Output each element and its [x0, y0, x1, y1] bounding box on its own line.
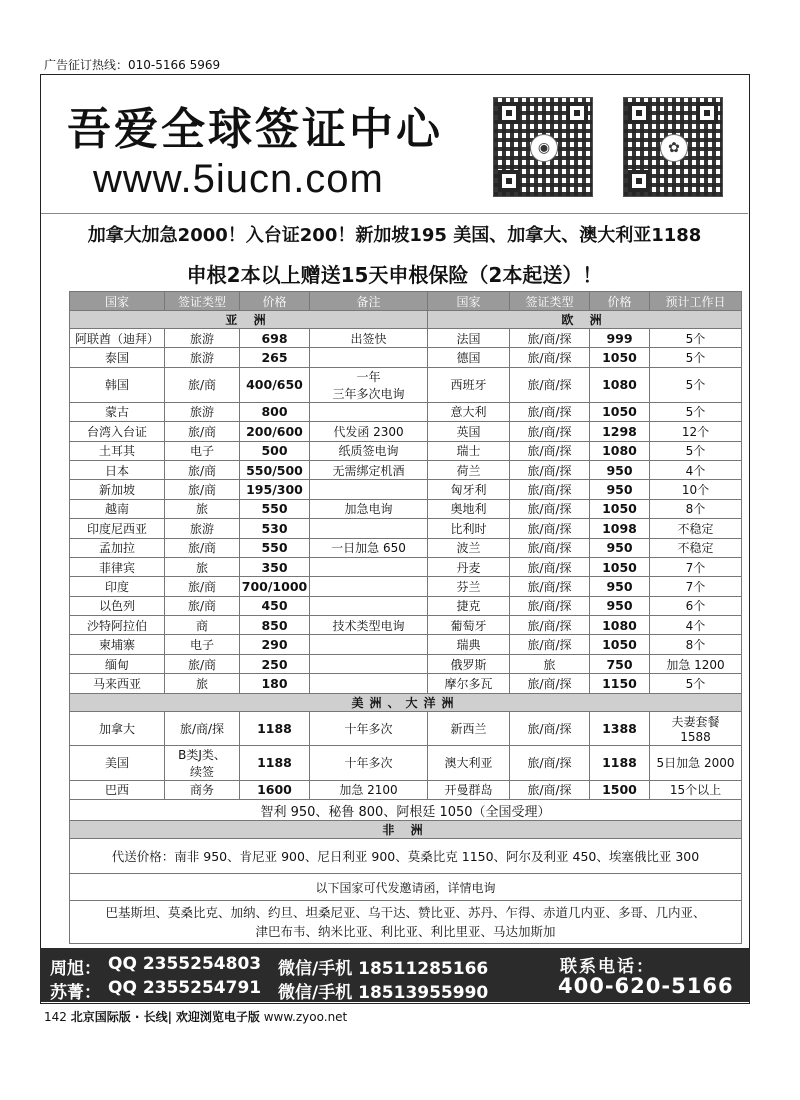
table-cell: 1098 [590, 519, 650, 538]
table-cell: 1080 [590, 441, 650, 460]
table-cell: 旅/商/探 [510, 367, 590, 402]
table-cell [310, 519, 428, 538]
publication-name: 北京国际版 · 长线| [70, 1010, 173, 1024]
table-row [70, 654, 742, 673]
ad-header [41, 75, 748, 215]
table-cell: 亚 洲 [70, 311, 428, 329]
table-cell: 芬兰 [428, 577, 510, 596]
table-cell: 一年 三年多次电询 [310, 367, 428, 402]
table-cell: 西班牙 [428, 367, 510, 402]
table-cell: 丹麦 [428, 557, 510, 576]
table-cell: 旅/商/探 [510, 402, 590, 421]
table-row [70, 557, 742, 576]
table-cell: 奥地利 [428, 499, 510, 518]
table-cell: 550 [240, 499, 310, 518]
table-row [70, 329, 742, 348]
table-cell: 1050 [590, 499, 650, 518]
table-cell: 950 [590, 460, 650, 479]
table-cell: 加急 2100 [310, 780, 428, 799]
table-row [70, 499, 742, 518]
ebook-cta: 欢迎浏览电子版 [175, 1010, 260, 1024]
table-cell: 1388 [590, 711, 650, 745]
table-cell: 350 [240, 557, 310, 576]
table-cell: 旅 [165, 674, 240, 693]
table-cell: 代发函 2300 [310, 422, 428, 441]
table-cell: 999 [590, 329, 650, 348]
table-cell: 巴基斯坦、莫桑比克、加纳、约旦、坦桑尼亚、乌干达、赞比亚、苏丹、乍得、赤道几内亚、多哥、几内亚、 津巴布韦、纳米比亚、利比亚、利比里亚、马达加斯加 [70, 901, 742, 944]
table-cell [310, 596, 428, 615]
table-cell: 韩国 [70, 367, 165, 402]
table-row [70, 519, 742, 538]
table-cell: 旅/商/探 [510, 422, 590, 441]
table-cell: 旅游 [165, 519, 240, 538]
table-cell [310, 557, 428, 576]
table-cell: 700/1000 [240, 577, 310, 596]
table-cell: 1600 [240, 780, 310, 799]
table-cell: 265 [240, 348, 310, 367]
table-cell: 旅游 [165, 348, 240, 367]
table-cell: 菲律宾 [70, 557, 165, 576]
table-cell: 4个 [650, 616, 742, 635]
table-cell: 1500 [590, 780, 650, 799]
table-cell: 750 [590, 654, 650, 673]
table-cell: 旅/商/探 [510, 745, 590, 780]
region-row [70, 311, 742, 329]
table-row [70, 596, 742, 615]
table-cell: 1188 [240, 711, 310, 745]
table-cell: 1188 [590, 745, 650, 780]
table-cell: 新西兰 [428, 711, 510, 745]
table-row [70, 839, 742, 874]
ad-hotline: 广告征订热线：010-5166 5969 [44, 58, 221, 72]
table-cell: 旅/商 [165, 460, 240, 479]
table-row [70, 711, 742, 745]
table-cell: 950 [590, 538, 650, 557]
phone-label: 联系电话： [560, 957, 655, 977]
table-row [70, 480, 742, 499]
column-header: 备注 [310, 292, 428, 311]
table-cell: 电子 [165, 635, 240, 654]
table-cell: 950 [590, 480, 650, 499]
table-cell: 智利 950、秘鲁 800、阿根廷 1050（全国受理） [70, 800, 742, 821]
table-cell: 马来西亚 [70, 674, 165, 693]
table-cell: 旅/商 [165, 654, 240, 673]
table-header-row [70, 292, 742, 311]
table-cell: 旅游 [165, 329, 240, 348]
table-cell: 旅/商 [165, 367, 240, 402]
table-cell: 4个 [650, 460, 742, 479]
table-row [70, 348, 742, 367]
website-url[interactable]: www.5iucn.com [93, 157, 384, 201]
page-number: 142 [44, 1010, 67, 1024]
promo-line-1: 加拿大加急2000！入台证200！新加坡195 美国、加拿大、澳大利亚1188 [87, 225, 702, 246]
table-cell: 180 [240, 674, 310, 693]
table-cell: 商务 [165, 780, 240, 799]
region-row [70, 821, 742, 839]
table-cell: 摩尔多瓦 [428, 674, 510, 693]
table-cell: 10个 [650, 480, 742, 499]
table-cell: 旅/商/探 [165, 711, 240, 745]
table-cell: 旅/商 [165, 596, 240, 615]
table-row [70, 635, 742, 654]
table-cell: 俄罗斯 [428, 654, 510, 673]
table-cell [310, 577, 428, 596]
table-cell: 不稳定 [650, 538, 742, 557]
table-cell: 950 [590, 596, 650, 615]
table-cell: 意大利 [428, 402, 510, 421]
table-cell: 8个 [650, 635, 742, 654]
table-cell: 旅/商/探 [510, 441, 590, 460]
table-cell: 旅/商 [165, 538, 240, 557]
table-cell: 越南 [70, 499, 165, 518]
table-cell: 孟加拉 [70, 538, 165, 557]
table-cell [310, 674, 428, 693]
column-header: 国家 [70, 292, 165, 311]
table-cell: 印度 [70, 577, 165, 596]
table-cell: 旅 [510, 654, 590, 673]
table-cell: 旅游 [165, 402, 240, 421]
table-cell: 旅/商 [165, 577, 240, 596]
table-row [70, 780, 742, 799]
table-cell: 1080 [590, 616, 650, 635]
table-cell: 530 [240, 519, 310, 538]
table-cell: 旅/商/探 [510, 538, 590, 557]
contact-qq: QQ 2355254791 [108, 978, 262, 998]
table-cell: 以下国家可代发邀请函，详情电询 [70, 874, 742, 901]
table-cell: 195/300 [240, 480, 310, 499]
table-cell: 5个 [650, 441, 742, 460]
table-cell: 5个 [650, 367, 742, 402]
table-cell: 旅 [165, 557, 240, 576]
table-cell: 旅/商/探 [510, 674, 590, 693]
table-cell: 450 [240, 596, 310, 615]
table-cell: 8个 [650, 499, 742, 518]
table-cell: 旅/商 [165, 480, 240, 499]
table-cell: B类J类、 续签 [165, 745, 240, 780]
table-row [70, 901, 742, 944]
table-cell: 出签快 [310, 329, 428, 348]
table-cell: 加急电询 [310, 499, 428, 518]
column-header: 预计工作日 [650, 292, 742, 311]
publication-site[interactable]: www.zyoo.net [263, 1010, 348, 1024]
table-row [70, 538, 742, 557]
table-cell: 开曼群岛 [428, 780, 510, 799]
contact-qq: QQ 2355254803 [108, 954, 262, 974]
table-row [70, 441, 742, 460]
promo-line-2: 申根2本以上赠送15天申根保险（2本起送）！ [186, 263, 603, 287]
qr-code-weibo [493, 97, 593, 197]
table-cell: 瑞典 [428, 635, 510, 654]
table-cell: 1050 [590, 402, 650, 421]
table-row [70, 874, 742, 901]
table-cell: 澳大利亚 [428, 745, 510, 780]
table-cell: 1150 [590, 674, 650, 693]
table-cell: 7个 [650, 557, 742, 576]
table-cell: 500 [240, 441, 310, 460]
table-cell [310, 402, 428, 421]
table-cell: 旅/商/探 [510, 460, 590, 479]
table-cell: 阿联酋（迪拜） [70, 329, 165, 348]
table-row [70, 800, 742, 821]
table-row [70, 745, 742, 780]
table-cell: 290 [240, 635, 310, 654]
column-header: 国家 [428, 292, 510, 311]
table-cell: 旅/商/探 [510, 635, 590, 654]
table-cell: 加拿大 [70, 711, 165, 745]
table-row [70, 402, 742, 421]
table-cell: 800 [240, 402, 310, 421]
table-cell: 葡萄牙 [428, 616, 510, 635]
table-cell: 5个 [650, 348, 742, 367]
table-cell: 7个 [650, 577, 742, 596]
table-cell: 5个 [650, 402, 742, 421]
table-cell: 比利时 [428, 519, 510, 538]
table-row [70, 422, 742, 441]
table-cell: 蒙古 [70, 402, 165, 421]
table-cell: 日本 [70, 460, 165, 479]
table-cell: 旅/商/探 [510, 711, 590, 745]
table-cell: 250 [240, 654, 310, 673]
region-row [70, 693, 742, 711]
table-cell: 泰国 [70, 348, 165, 367]
table-cell: 550/500 [240, 460, 310, 479]
weibo-icon: ◉ [530, 134, 558, 162]
table-cell: 1298 [590, 422, 650, 441]
table-cell: 旅/商/探 [510, 780, 590, 799]
contact-wechat: 微信/手机 18513955990 [278, 983, 489, 1003]
table-cell: 6个 [650, 596, 742, 615]
table-cell: 旅/商/探 [510, 480, 590, 499]
table-cell: 荷兰 [428, 460, 510, 479]
table-cell: 巴西 [70, 780, 165, 799]
table-cell: 5个 [650, 674, 742, 693]
table-cell: 十年多次 [310, 745, 428, 780]
table-cell: 旅/商/探 [510, 348, 590, 367]
table-cell: 夫妻套餐 1588 [650, 711, 742, 745]
table-cell: 美国 [70, 745, 165, 780]
table-cell: 土耳其 [70, 441, 165, 460]
qr-code-wechat [623, 97, 723, 197]
table-cell: 旅/商/探 [510, 557, 590, 576]
table-cell: 1080 [590, 367, 650, 402]
visa-price-table [69, 291, 742, 944]
table-cell: 技术类型电询 [310, 616, 428, 635]
table-cell: 550 [240, 538, 310, 557]
table-cell: 850 [240, 616, 310, 635]
table-cell: 698 [240, 329, 310, 348]
table-cell: 15个以上 [650, 780, 742, 799]
table-cell: 新加坡 [70, 480, 165, 499]
column-header: 价格 [590, 292, 650, 311]
table-cell: 旅/商/探 [510, 577, 590, 596]
table-row [70, 460, 742, 479]
table-cell: 950 [590, 577, 650, 596]
table-cell: 旅/商/探 [510, 499, 590, 518]
table-cell: 无需绑定机酒 [310, 460, 428, 479]
table-cell: 印度尼西亚 [70, 519, 165, 538]
table-cell [310, 348, 428, 367]
table-cell: 加急 1200 [650, 654, 742, 673]
page-footer [44, 1008, 347, 1025]
table-cell: 英国 [428, 422, 510, 441]
table-cell: 1050 [590, 348, 650, 367]
brand-name: 吾爱全球签证中心 [67, 104, 443, 155]
table-row [70, 674, 742, 693]
table-cell: 5日加急 2000 [650, 745, 742, 780]
table-cell: 非 洲 [70, 821, 742, 839]
table-cell: 1188 [240, 745, 310, 780]
table-cell: 商 [165, 616, 240, 635]
table-cell: 代送价格：南非 950、肯尼亚 900、尼日利亚 900、莫桑比克 1150、阿尔及利亚 450、埃塞俄比亚 300 [70, 839, 742, 874]
table-cell: 捷克 [428, 596, 510, 615]
column-header: 签证类型 [165, 292, 240, 311]
contact-wechat: 微信/手机 18511285166 [278, 959, 489, 979]
phone-number: 400-620-5166 [558, 974, 734, 998]
table-cell: 匈牙利 [428, 480, 510, 499]
table-cell [310, 635, 428, 654]
table-row [70, 367, 742, 402]
table-cell: 德国 [428, 348, 510, 367]
table-cell: 纸质签电询 [310, 441, 428, 460]
table-cell: 12个 [650, 422, 742, 441]
contact-name: 苏菁： [50, 983, 101, 1003]
table-cell: 波兰 [428, 538, 510, 557]
table-cell: 缅甸 [70, 654, 165, 673]
table-cell: 旅/商/探 [510, 596, 590, 615]
table-cell: 柬埔寨 [70, 635, 165, 654]
table-cell: 1050 [590, 557, 650, 576]
table-cell: 欧 洲 [428, 311, 742, 329]
table-cell: 法国 [428, 329, 510, 348]
column-header: 价格 [240, 292, 310, 311]
table-row [70, 577, 742, 596]
table-cell: 5个 [650, 329, 742, 348]
table-cell: 旅/商/探 [510, 616, 590, 635]
contact-footer [40, 948, 750, 1002]
table-cell: 旅/商 [165, 422, 240, 441]
table-cell: 旅 [165, 499, 240, 518]
wechat-icon: ✿ [660, 134, 688, 162]
table-cell: 电子 [165, 441, 240, 460]
table-cell: 以色列 [70, 596, 165, 615]
table-cell: 台湾入台证 [70, 422, 165, 441]
table-cell: 瑞士 [428, 441, 510, 460]
ad-frame [40, 74, 750, 1004]
table-row [70, 616, 742, 635]
table-cell: 400/650 [240, 367, 310, 402]
table-cell: 一日加急 650 [310, 538, 428, 557]
table-cell: 美洲、大洋洲 [70, 693, 742, 711]
table-cell: 十年多次 [310, 711, 428, 745]
table-cell: 旅/商/探 [510, 329, 590, 348]
table-cell: 1050 [590, 635, 650, 654]
contact-name: 周旭： [50, 959, 101, 979]
table-cell: 旅/商/探 [510, 519, 590, 538]
table-cell [310, 480, 428, 499]
table-cell: 沙特阿拉伯 [70, 616, 165, 635]
column-header: 签证类型 [510, 292, 590, 311]
table-cell: 200/600 [240, 422, 310, 441]
table-cell: 不稳定 [650, 519, 742, 538]
table-cell [310, 654, 428, 673]
